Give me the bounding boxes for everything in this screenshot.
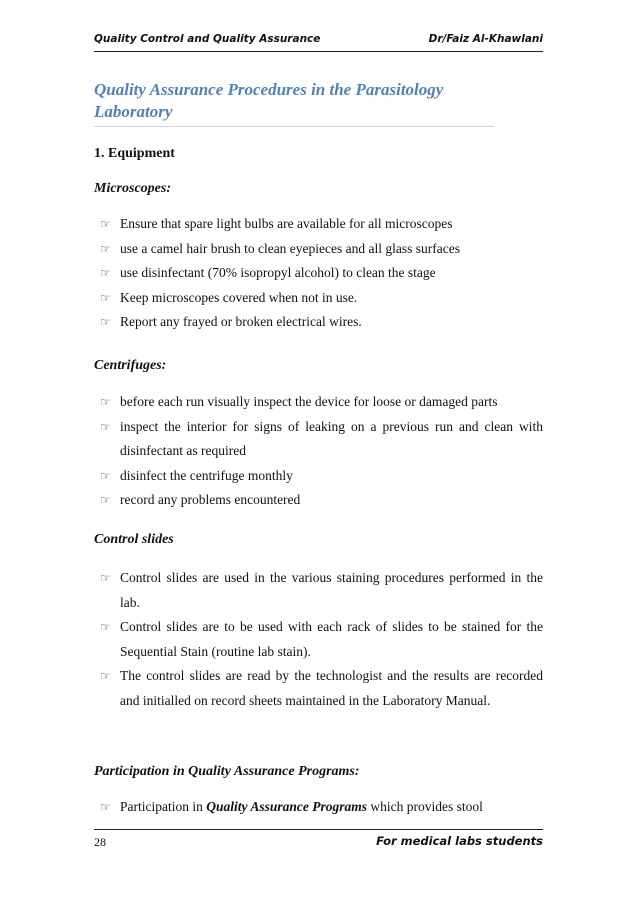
pointing-hand-icon: ☞ bbox=[100, 468, 111, 483]
control-slides-list bbox=[100, 566, 543, 713]
pointing-hand-icon: ☞ bbox=[100, 669, 111, 683]
pointing-hand-icon: ☞ bbox=[100, 419, 111, 434]
pointing-hand-icon: ☞ bbox=[100, 620, 111, 634]
pointing-hand-icon: ☞ bbox=[100, 395, 111, 409]
page-footer bbox=[94, 829, 543, 852]
list-item: ☞ record any problems encountered bbox=[100, 488, 543, 513]
page-header bbox=[94, 33, 543, 52]
list-item: ☞ use a camel hair brush to clean eyepieces and all glass surfaces bbox=[100, 237, 543, 262]
subheading-centrifuges: Centrifuges: bbox=[94, 358, 167, 373]
list-item: ☞ Control slides are to be used with each rack of slides to be stained for the Sequential Stain (routine lab stain). bbox=[100, 615, 543, 664]
pointing-hand-icon: ☞ bbox=[100, 290, 111, 305]
pointing-hand-icon: ☞ bbox=[100, 315, 111, 329]
emphasis-text: Quality Assurance Programs bbox=[206, 799, 368, 814]
list-item: ☞ Control slides are used in the various staining procedures performed in the lab. bbox=[100, 566, 543, 615]
participation-list bbox=[100, 795, 543, 820]
page-number: 28 bbox=[94, 835, 106, 849]
section-heading-equipment: 1. Equipment bbox=[94, 146, 175, 161]
list-item: ☞ Ensure that spare light bulbs are available for all microscopes bbox=[100, 212, 543, 237]
subheading-control-slides: Control slides bbox=[94, 532, 174, 547]
centrifuges-list bbox=[100, 390, 543, 513]
microscopes-list bbox=[100, 212, 543, 335]
page-title: Quality Assurance Procedures in the Parasitology Laboratory bbox=[94, 80, 444, 121]
list-item: ☞ inspect the interior for signs of leaking on a previous run and clean with disinfectant as required bbox=[100, 415, 543, 464]
pointing-hand-icon: ☞ bbox=[100, 266, 111, 280]
list-item: ☞ Keep microscopes covered when not in use. bbox=[100, 286, 543, 311]
pointing-hand-icon: ☞ bbox=[100, 800, 111, 814]
pointing-hand-icon: ☞ bbox=[100, 241, 111, 256]
list-item: ☞ disinfect the centrifuge monthly bbox=[100, 464, 543, 489]
title-divider bbox=[94, 126, 494, 127]
pointing-hand-icon: ☞ bbox=[100, 493, 111, 507]
footer-audience: For medical labs students bbox=[376, 834, 543, 848]
subheading-microscopes: Microscopes: bbox=[94, 181, 171, 196]
pointing-hand-icon: ☞ bbox=[100, 217, 111, 231]
list-item: ☞ The control slides are read by the technologist and the results are recorded and initialled on record sheets maintained in the Laboratory Manual. bbox=[100, 664, 543, 713]
list-item: ☞ Participation in Quality Assurance Programs which provides stool bbox=[100, 795, 543, 820]
pointing-hand-icon: ☞ bbox=[100, 571, 111, 585]
header-author: Dr/Faiz Al-Khawlani bbox=[428, 33, 543, 45]
list-item: ☞ Report any frayed or broken electrical wires. bbox=[100, 310, 543, 335]
header-left-text: Quality Control and Quality Assurance bbox=[94, 33, 321, 45]
list-item: ☞ before each run visually inspect the device for loose or damaged parts bbox=[100, 390, 543, 415]
subheading-participation: Participation in Quality Assurance Programs: bbox=[94, 764, 360, 779]
list-item: ☞ use disinfectant (70% isopropyl alcohol) to clean the stage bbox=[100, 261, 543, 286]
